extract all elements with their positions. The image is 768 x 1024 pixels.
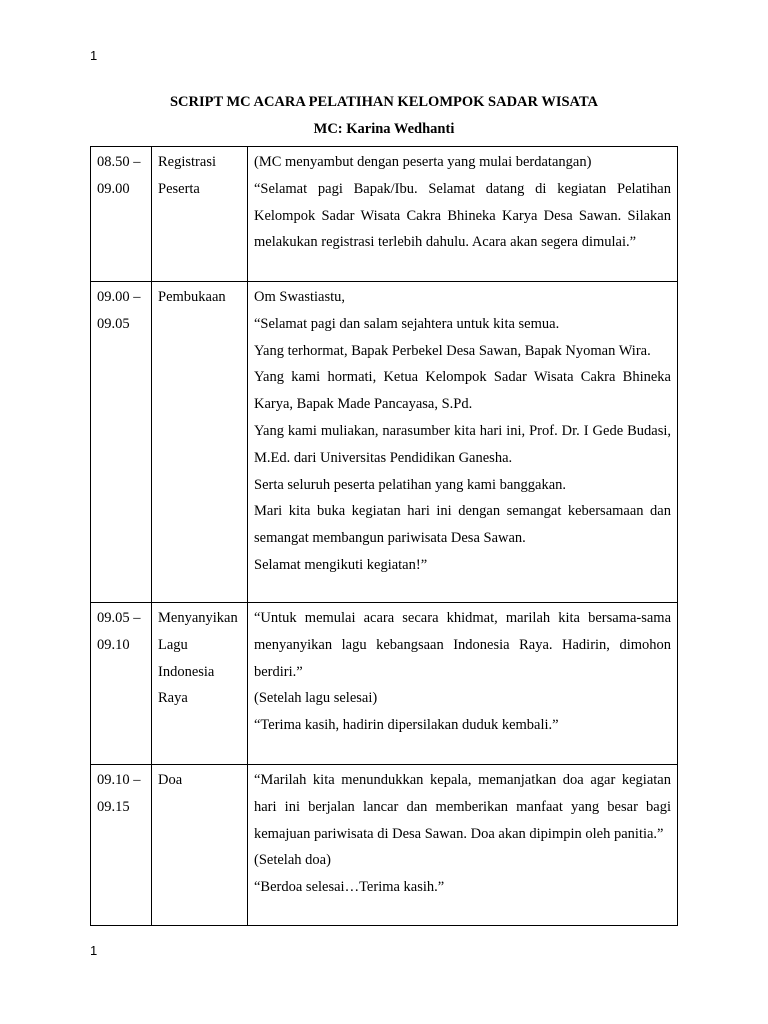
page-number-bottom: 1 bbox=[90, 943, 98, 958]
time-cell bbox=[91, 147, 152, 282]
script-line: “Terima kasih, hadirin dipersilakan duduk kembali.” bbox=[254, 717, 559, 734]
time-start: 09.10 – bbox=[97, 772, 141, 788]
time-cell bbox=[91, 282, 152, 603]
time-end: 09.15 bbox=[97, 798, 130, 815]
script-line: Yang kami hormati, Ketua Kelompok Sadar Wisata Cakra Bhineka Karya, Bapak Made Pancayasa, S.Pd. bbox=[254, 369, 671, 413]
table-row bbox=[91, 603, 678, 765]
table-row bbox=[91, 765, 678, 926]
script-line: “Selamat pagi Bapak/Ibu. Selamat datang di kegiatan Pelatihan Kelompok Sadar Wisata Cakra Bhineka Karya Desa Sawan. Silakan melakukan registrasi terlebih dahulu. Acara akan segera dimulai.” bbox=[254, 180, 671, 251]
time-start: 08.50 – bbox=[97, 154, 141, 170]
time-end: 09.00 bbox=[97, 180, 130, 197]
script-line: (Setelah lagu selesai) bbox=[254, 690, 378, 707]
script-line: “Selamat pagi dan salam sejahtera untuk kita semua. bbox=[254, 315, 560, 332]
activity-label: Doa bbox=[158, 772, 183, 788]
script-line: “Untuk memulai acara secara khidmat, marilah kita bersama-sama menyanyikan lagu kebangsaan Indonesia Raya. Hadirin, dimohon berdiri.” bbox=[254, 610, 671, 680]
script-line: “Berdoa selesai…Terima kasih.” bbox=[254, 879, 445, 896]
script-text-cell bbox=[248, 765, 678, 926]
time-start: 09.00 – bbox=[97, 289, 141, 305]
mc-name: MC: Karina Wedhanti bbox=[313, 121, 455, 137]
script-line: (MC menyambut dengan peserta yang mulai berdatangan) bbox=[254, 154, 592, 170]
script-table bbox=[90, 146, 678, 926]
table-row bbox=[91, 147, 678, 282]
time-cell bbox=[91, 603, 152, 765]
table-row bbox=[91, 282, 678, 603]
script-text-cell bbox=[248, 603, 678, 765]
script-text-cell bbox=[248, 282, 678, 603]
activity-label: Registrasi bbox=[158, 154, 216, 170]
script-line: Yang kami muliakan, narasumber kita hari ini, Prof. Dr. I Gede Budasi, M.Ed. dari Universitas Pendidikan Ganesha. bbox=[254, 422, 671, 466]
activity-label: Menyanyikan bbox=[158, 610, 238, 626]
activity-cell bbox=[152, 147, 248, 282]
script-line: Om Swastiastu, bbox=[254, 289, 346, 305]
script-line: Mari kita buka kegiatan hari ini dengan semangat kebersamaan dan semangat membangun pariwisata Desa Sawan. bbox=[254, 503, 671, 547]
activity-cell bbox=[152, 603, 248, 765]
script-line: Yang terhormat, Bapak Perbekel Desa Sawan, Bapak Nyoman Wira. bbox=[254, 342, 651, 359]
script-line: “Marilah kita menundukkan kepala, memanjatkan doa agar kegiatan hari ini berjalan lancar dan memberikan manfaat yang besar bagi kemajuan pariwisata di Desa Sawan. Doa akan dipimpin oleh panitia.” bbox=[254, 772, 671, 842]
activity-label: Indonesia bbox=[158, 663, 215, 680]
activity-cell bbox=[152, 282, 248, 603]
activity-cell bbox=[152, 765, 248, 926]
script-line: Selamat mengikuti kegiatan!” bbox=[254, 556, 428, 573]
time-cell bbox=[91, 765, 152, 926]
script-line: Serta seluruh peserta pelatihan yang kami banggakan. bbox=[254, 476, 567, 493]
document-title: SCRIPT MC ACARA PELATIHAN KELOMPOK SADAR WISATA bbox=[169, 94, 599, 110]
script-text-cell bbox=[248, 147, 678, 282]
activity-label: Peserta bbox=[158, 180, 200, 197]
activity-label: Pembukaan bbox=[158, 289, 226, 305]
time-end: 09.10 bbox=[97, 636, 130, 653]
script-line: (Setelah doa) bbox=[254, 852, 331, 869]
activity-label: Raya bbox=[158, 690, 188, 707]
page-number-top: 1 bbox=[90, 48, 98, 63]
time-end: 09.05 bbox=[97, 315, 130, 332]
time-start: 09.05 – bbox=[97, 610, 141, 626]
activity-label: Lagu bbox=[158, 636, 188, 653]
